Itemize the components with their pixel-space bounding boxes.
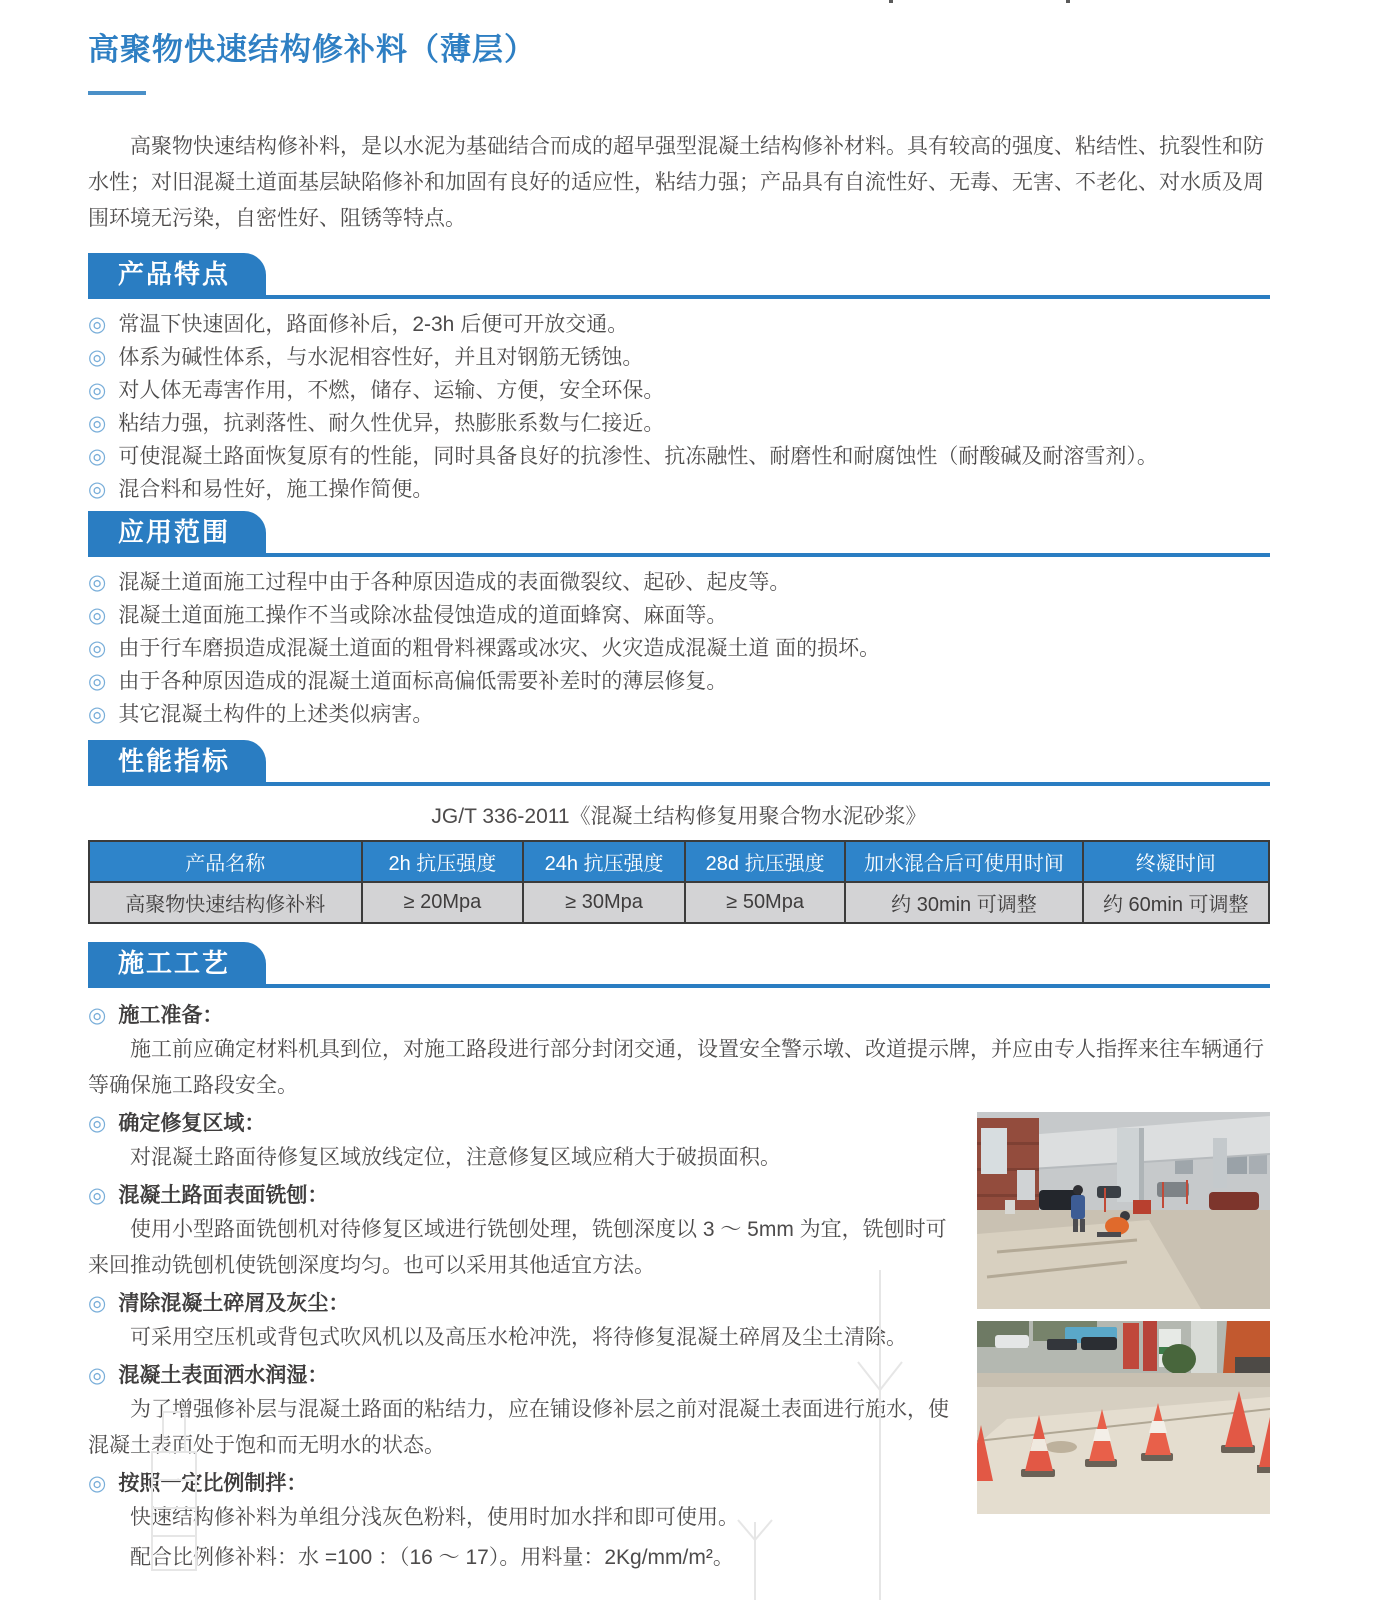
section-heading-performance: 性能指标 — [88, 740, 266, 782]
step-body: 使用小型路面铣刨机对待修复区域进行铣刨处理，铣刨深度以 3 ～ 5mm 为宜，铣刨时可来回推动铣刨机使铣刨深度均匀。也可以采用其他适宜方法。 — [88, 1218, 947, 1277]
section-header-rule — [88, 942, 1270, 988]
list-item — [88, 703, 1270, 726]
list-item-text: 对人体无毒害作用，不燃，储存、运输、方便，安全环保。 — [118, 379, 665, 402]
bullseye-bullet-icon: ◎ — [88, 412, 107, 435]
photo-repaired-pavement — [977, 1321, 1270, 1514]
table-row — [89, 882, 1269, 923]
list-item — [88, 478, 1270, 501]
column-header: 2h 抗压强度 — [362, 841, 524, 882]
column-header: 产品名称 — [89, 841, 362, 882]
column-header: 24h 抗压强度 — [523, 841, 685, 882]
table-cell: ≥ 50Mpa — [685, 882, 845, 923]
step-title-text: 按照一定比例制拌： — [118, 1472, 308, 1495]
list-item-text: 体系为碱性体系，与水泥相容性好，并且对钢筋无锈蚀。 — [118, 346, 644, 369]
section-features — [88, 253, 1270, 501]
section-process — [88, 942, 1270, 1576]
list-item-text: 其它混凝土构件的上述类似病害。 — [118, 703, 434, 726]
section-header-rule — [88, 253, 1270, 299]
list-item-text: 混合料和易性好，施工操作简便。 — [118, 478, 434, 501]
list-item — [88, 604, 1270, 627]
step-title — [88, 1000, 1270, 1032]
list-item — [88, 379, 1270, 402]
table-cell: 高聚物快速结构修补料 — [89, 882, 362, 923]
step-body: 施工前应确定材料机具到位，对施工路段进行部分封闭交通，设置安全警示墩、改道提示牌，并应由专人指挥来往车辆通行等确保施工路段安全。 — [88, 1038, 1264, 1097]
bullseye-bullet-icon: ◎ — [88, 1472, 107, 1495]
page-edge-artifact — [889, 0, 893, 3]
step-title-text: 施工准备： — [118, 1004, 224, 1027]
table-cell: 约 60min 可调整 — [1083, 882, 1269, 923]
bullseye-bullet-icon: ◎ — [88, 1112, 107, 1135]
list-item — [88, 571, 1270, 594]
step-body: 快速结构修补料为单组分浅灰色粉料，使用时加水拌和即可使用。 — [130, 1506, 739, 1529]
list-item-text: 混凝土道面施工操作不当或除冰盐侵蚀造成的道面蜂窝、麻面等。 — [118, 604, 728, 627]
bullseye-bullet-icon: ◎ — [88, 1004, 107, 1027]
column-header: 终凝时间 — [1083, 841, 1269, 882]
title-underline-dash — [88, 91, 146, 95]
section-heading-features: 产品特点 — [88, 253, 266, 295]
process-steps — [88, 1000, 1270, 1576]
list-item-text: 常温下快速固化，路面修补后，2-3h 后便可开放交通。 — [118, 313, 629, 336]
list-item-text: 由于各种原因造成的混凝土道面标高偏低需要补差时的薄层修复。 — [118, 670, 728, 693]
features-list — [88, 313, 1270, 501]
section-performance — [88, 740, 1270, 924]
list-item-text: 粘结力强，抗剥落性、耐久性优异，热膨胀系数与仁接近。 — [118, 412, 665, 435]
step-title-text: 确定修复区域： — [118, 1112, 266, 1135]
bullseye-bullet-icon: ◎ — [88, 703, 107, 726]
performance-table — [88, 840, 1270, 924]
bullseye-bullet-icon: ◎ — [88, 379, 107, 402]
step-body: 为了增强修补层与混凝土路面的粘结力，应在铺设修补层之前对混凝土表面进行施水，使混凝土表面处于饱和而无明水的状态。 — [88, 1398, 949, 1457]
list-item — [88, 412, 1270, 435]
list-item — [88, 313, 1270, 336]
step-body: 对混凝土路面待修复区域放线定位，注意修复区域应稍大于破损面积。 — [130, 1146, 781, 1169]
bullseye-bullet-icon: ◎ — [88, 637, 107, 660]
list-item-text: 可使混凝土路面恢复原有的性能，同时具备良好的抗渗性、抗冻融性、耐磨性和耐腐蚀性（耐酸碱及耐溶雪剂）。 — [118, 445, 1158, 468]
bullseye-bullet-icon: ◎ — [88, 571, 107, 594]
column-header: 28d 抗压强度 — [685, 841, 845, 882]
list-item — [88, 445, 1270, 468]
bullseye-bullet-icon: ◎ — [88, 478, 107, 501]
table-cell: ≥ 30Mpa — [523, 882, 685, 923]
applications-list — [88, 571, 1270, 726]
section-applications — [88, 511, 1270, 726]
bullseye-bullet-icon: ◎ — [88, 445, 107, 468]
list-item-text: 混凝土道面施工过程中由于各种原因造成的表面微裂纹、起砂、起皮等。 — [118, 571, 791, 594]
list-item — [88, 670, 1270, 693]
step-title-text: 混凝土路面表面铣刨： — [118, 1184, 329, 1207]
step-title-text: 混凝土表面洒水润湿： — [118, 1364, 329, 1387]
section-header-rule — [88, 511, 1270, 557]
photo-construction-site — [977, 1112, 1270, 1309]
list-item — [88, 346, 1270, 369]
column-header: 加水混合后可使用时间 — [845, 841, 1082, 882]
page-title: 高聚物快速结构修补料（薄层） — [88, 32, 536, 67]
intro-paragraph: 高聚物快速结构修补料，是以水泥为基础结合而成的超早强型混凝土结构修补材料。具有较高的强度、粘结性、抗裂性和防水性；对旧混凝土道面基层缺陷修补和加固有良好的适应性，粘结力强；产品具有自流性好、无毒、无害、不老化、对水质及周围环境无污染，自密性好、阻锈等特点。 — [88, 135, 1264, 230]
bullseye-bullet-icon: ◎ — [88, 313, 107, 336]
list-item — [88, 637, 1270, 660]
table-header-row — [89, 841, 1269, 882]
process-photos — [977, 1112, 1270, 1514]
list-item-text: 由于行车磨损造成混凝土道面的粗骨料裸露或冰灾、火灾造成混凝土道 面的损坏。 — [118, 637, 881, 660]
section-header-rule — [88, 740, 1270, 786]
bullseye-bullet-icon: ◎ — [88, 1364, 107, 1387]
table-cell: ≥ 20Mpa — [362, 882, 524, 923]
bullseye-bullet-icon: ◎ — [88, 1184, 107, 1207]
step-body: 可采用空压机或背包式吹风机以及高压水枪冲洗，将待修复混凝土碎屑及尘土清除。 — [130, 1326, 907, 1349]
page-edge-artifact — [1066, 0, 1070, 3]
step-body: 配合比例修补料：水 =100 ：（16 ～ 17）。用料量：2Kg/mm/m²。 — [130, 1546, 734, 1569]
bullseye-bullet-icon: ◎ — [88, 604, 107, 627]
bullseye-bullet-icon: ◎ — [88, 346, 107, 369]
section-heading-process: 施工工艺 — [88, 942, 266, 984]
section-heading-applications: 应用范围 — [88, 511, 266, 553]
table-cell: 约 30min 可调整 — [845, 882, 1082, 923]
step-title-text: 清除混凝土碎屑及灰尘： — [118, 1292, 350, 1315]
bullseye-bullet-icon: ◎ — [88, 1292, 107, 1315]
bullseye-bullet-icon: ◎ — [88, 670, 107, 693]
table-caption: JG/T 336-2011《混凝土结构修复用聚合物水泥砂浆》 — [431, 805, 927, 828]
